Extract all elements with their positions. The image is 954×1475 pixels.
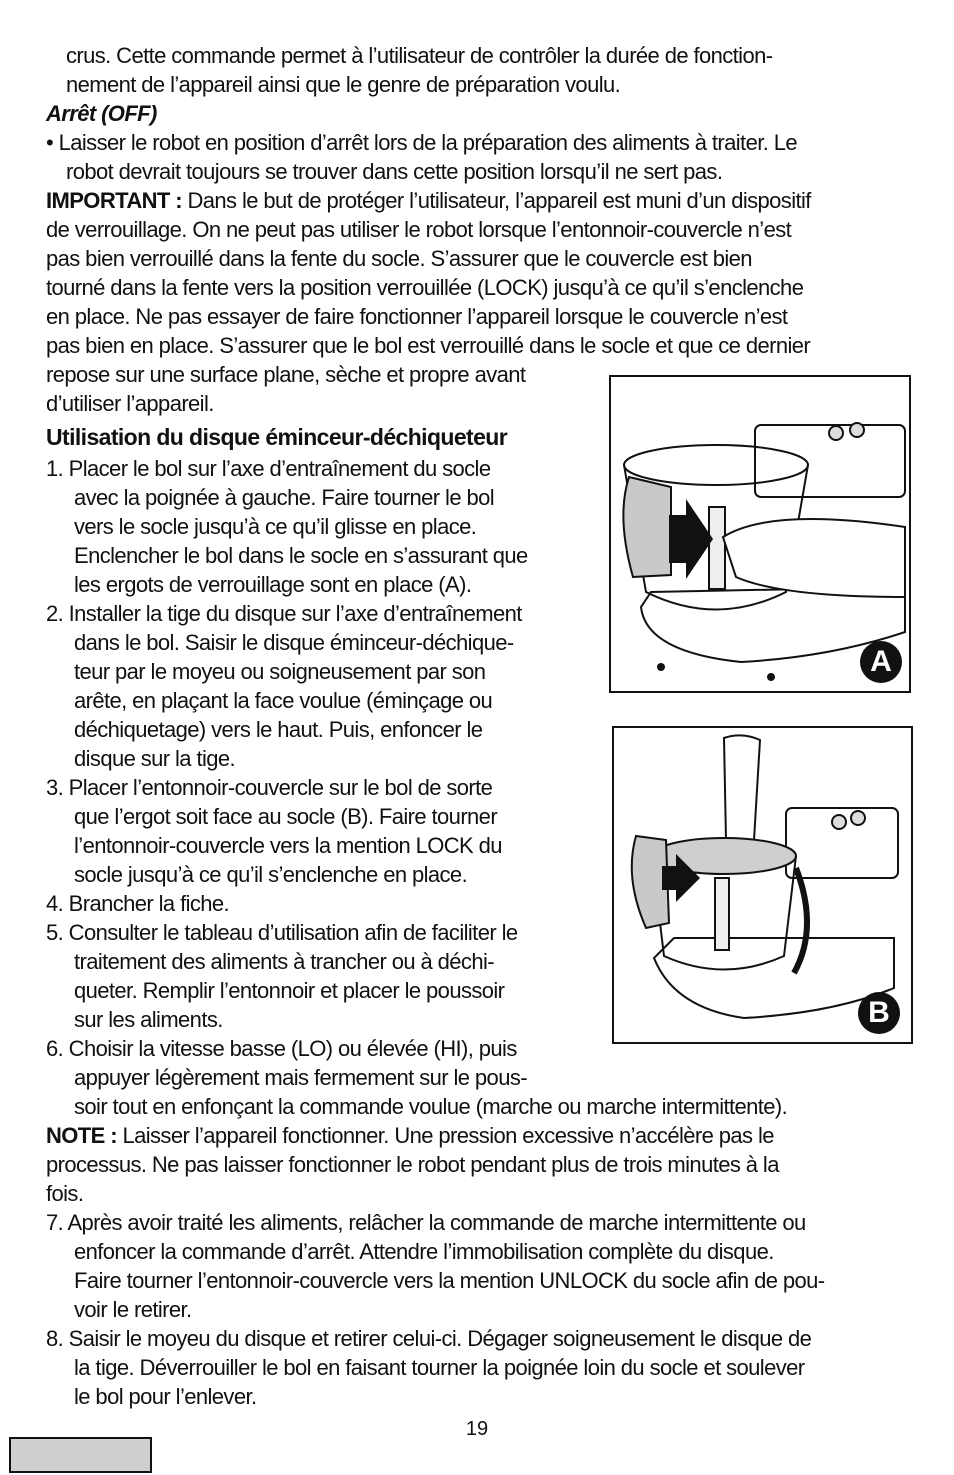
step-line: 1. Placer le bol sur l’axe d’entraînement du socle <box>46 456 491 481</box>
important-paragraph-line <box>46 186 811 215</box>
text-line: crus. Cette commande permet à l’utilisateur de contrôler la durée de fonction- <box>66 43 773 68</box>
step-line: 2. Installer la tige du disque sur l’axe d’entraînement <box>46 601 522 626</box>
step-line: arête, en plaçant la face voulue (éminçage ou <box>74 688 493 713</box>
section-heading: Utilisation du disque éminceur-déchiqueteur <box>46 424 508 450</box>
step-line: teur par le moyeu ou soigneusement par son <box>74 659 486 684</box>
note-label: NOTE : <box>46 1123 117 1148</box>
step-line: soir tout en enfonçant la commande voulue (marche ou marche intermittente). <box>74 1094 788 1119</box>
figure-a <box>609 375 911 693</box>
text-line: pas bien verrouillé dans la fente du socle. S’assurer que le couvercle est bien <box>46 246 752 271</box>
step-line: Enclencher le bol dans le socle en s’assurant que <box>74 543 528 568</box>
step-line: socle jusqu’à ce qu’il s’enclenche en place. <box>74 862 468 887</box>
step-line: 8. Saisir le moyeu du disque et retirer celui-ci. Dégager soigneusement le disque de <box>46 1326 812 1351</box>
bullet-line: • Laisser le robot en position d’arrêt lors de la préparation des aliments à traiter. Le <box>46 130 798 155</box>
step-line: la tige. Déverrouiller le bol en faisant tourner la poignée loin du socle et soulever <box>74 1355 805 1380</box>
step-line: sur les aliments. <box>74 1007 223 1032</box>
text-line: nement de l’appareil ainsi que le genre de préparation voulu. <box>66 72 621 97</box>
step-line: appuyer légèrement mais fermement sur le pous- <box>74 1065 527 1090</box>
page-number: 19 <box>465 1418 489 1440</box>
step-line: 4. Brancher la fiche. <box>46 891 230 916</box>
figure-a-badge: A <box>860 641 902 683</box>
step-line: voir le retirer. <box>74 1297 192 1322</box>
text-line: tourné dans la fente vers la position verrouillée (LOCK) jusqu’à ce qu’il s’enclenche <box>46 275 804 300</box>
step-line: 6. Choisir la vitesse basse (LO) ou élevée (HI), puis <box>46 1036 517 1061</box>
food-processor-bowl-illustration <box>611 377 909 691</box>
step-line: enfoncer la commande d’arrêt. Attendre l’immobilisation complète du disque. <box>74 1239 774 1264</box>
step-line: traitement des aliments à trancher ou à déchi- <box>74 949 494 974</box>
text-line: processus. Ne pas laisser fonctionner le robot pendant plus de trois minutes à la <box>46 1152 779 1177</box>
step-line: l’entonnoir-couvercle vers la mention LOCK du <box>74 833 502 858</box>
step-line: 3. Placer l’entonnoir-couvercle sur le bol de sorte <box>46 775 493 800</box>
text-line: de verrouillage. On ne peut pas utiliser le robot lorsque l’entonnoir-couvercle n’est <box>46 217 792 242</box>
text-line: en place. Ne pas essayer de faire fonctionner l’appareil lorsque le couvercle n’est <box>46 304 788 329</box>
grey-tab-marker <box>9 1437 152 1473</box>
figure-b <box>612 726 913 1044</box>
step-line: le bol pour l’enlever. <box>74 1384 257 1409</box>
text-span: Laisser l’appareil fonctionner. Une pression excessive n’accélère pas le <box>116 1123 774 1148</box>
figure-b-badge: B <box>858 992 900 1034</box>
step-line: Faire tourner l’entonnoir-couvercle vers la mention UNLOCK du socle afin de pou- <box>74 1268 825 1293</box>
step-line: queter. Remplir l’entonnoir et placer le poussoir <box>74 978 505 1003</box>
step-line: 5. Consulter le tableau d’utilisation afin de faciliter le <box>46 920 518 945</box>
text-line: pas bien en place. S’assurer que le bol est verrouillé dans le socle et que ce dernier <box>46 333 811 358</box>
text-line: robot devrait toujours se trouver dans cette position lorsqu’il ne sert pas. <box>66 159 723 184</box>
text-line: fois. <box>46 1181 84 1206</box>
step-line: les ergots de verrouillage sont en place (A). <box>74 572 472 597</box>
step-line: vers le socle jusqu’à ce qu’il glisse en place. <box>74 514 477 539</box>
step-line: disque sur la tige. <box>74 746 236 771</box>
step-line: dans le bol. Saisir le disque éminceur-déchique- <box>74 630 514 655</box>
step-line: déchiquetage) vers le haut. Puis, enfoncer le <box>74 717 483 742</box>
step-line: 7. Après avoir traité les aliments, relâcher la commande de marche intermittente ou <box>46 1210 806 1235</box>
text-line: repose sur une surface plane, sèche et propre avant <box>46 362 526 387</box>
note-paragraph-line <box>46 1121 774 1150</box>
step-line: avec la poignée à gauche. Faire tourner le bol <box>74 485 495 510</box>
text-span: Dans le but de protéger l’utilisateur, l’appareil est muni d’un dispositif <box>181 188 811 213</box>
step-line: que l’ergot soit face au socle (B). Faire tourner <box>74 804 498 829</box>
text-line: d’utiliser l’appareil. <box>46 391 214 416</box>
important-label: IMPORTANT : <box>46 188 182 213</box>
section-subheading-off: Arrêt (OFF) <box>46 101 157 126</box>
